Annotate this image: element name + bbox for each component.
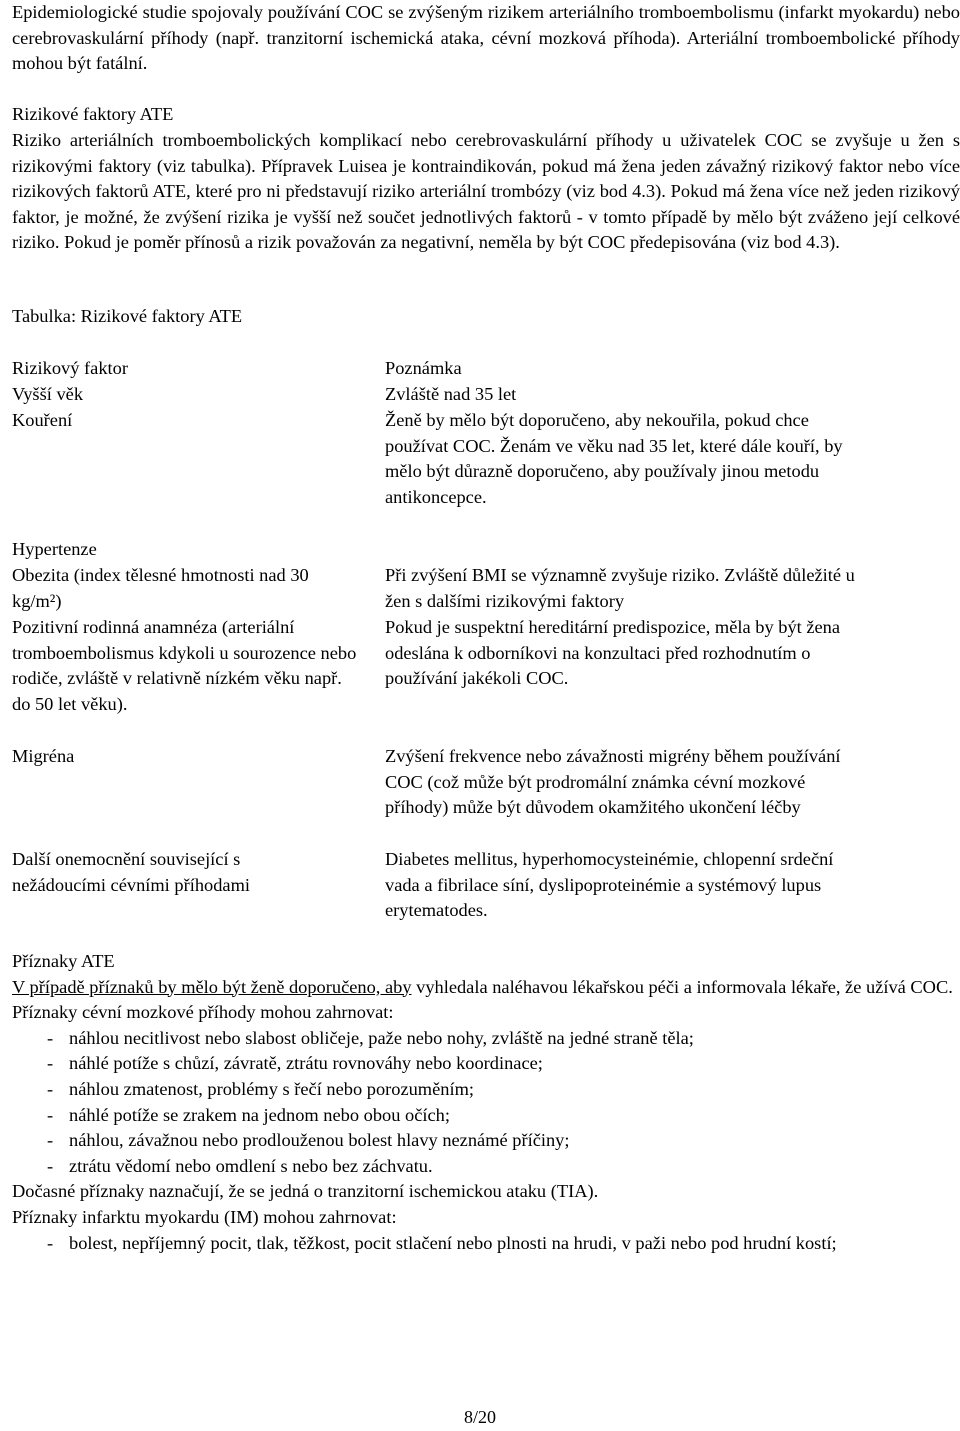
page-number: 8/20 [463,1407,496,1427]
table-cell-note: Při zvýšení BMI se významně zvyšuje riziko. Zvláště důležité u žen s dalšími rizikovými faktory [385,565,855,611]
table-cell-note: Zvýšení frekvence nebo závažnosti migrény během používání COC (což může být prodromální známka cévní mozkové příhody) může být důvodem okamžitého ukončení léčby [385,746,841,818]
table-cell-note: Ženě by mělo být doporučeno, aby nekouřila, pokud chce používat COC. Ženám ve věku nad 35 let, které dále kouří, by mělo být důrazně doporučeno, aby používaly jinou metodu antikoncepce. [385,410,843,507]
list-item: - náhlou, závažnou nebo prodlouženou bolest hlavy neznámé příčiny; [47,1130,570,1151]
symptoms-heading: Příznaky ATE [12,951,115,971]
list-item: - náhlé potíže s chůzí, závratě, ztrátu rovnováhy nebo koordinace; [47,1053,543,1074]
table-cell-note: Zvláště nad 35 let [385,384,517,404]
table-cell-factor: Migréna [12,746,75,766]
table-cell-factor: Další onemocnění související s nežádoucími cévními příhodami [12,849,250,895]
stroke-symptoms-intro: Příznaky cévní mozkové příhody mohou zahrnovat: [12,1002,394,1023]
table-title: Tabulka: Rizikové faktory ATE [12,306,243,326]
table-cell-factor: Hypertenze [12,539,97,559]
mi-symptoms-list [12,1231,960,1257]
list-item: - náhlou necitlivost nebo slabost obličeje, paže nebo nohy, zvláště na jedné straně těla; [47,1027,694,1048]
risk-factors-heading: Rizikové faktory ATE [12,104,174,124]
list-item: - náhlé potíže se zrakem na jednom nebo obou očích; [47,1104,450,1125]
table-header-note: Poznámka [385,358,462,378]
risk-factors-paragraph: Riziko arteriálních tromboembolických komplikací nebo cerebrovaskulární příhody u uživatelek COC se zvyšuje u žen s rizikovými faktory (viz tabulka). Přípravek Luisea je kontraindikován, pokud má žena jeden závažný rizikový faktor nebo více rizikových faktorů ATE, které pro ni představují riziko arteriální trombózy (viz bod 4.3). Pokud má žena více než jeden rizikový faktor, je možné, že zvýšení rizika je vyšší než součet jednotlivých faktorů - v tomto případě by mělo být zváženo její celkové riziko. Pokud je poměr přínosů a rizik považován za negativní, neměla by být COC předepisována (viz bod 4.3). [12,130,960,253]
table-header-factor: Rizikový faktor [12,358,128,378]
table-cell-factor: Pozitivní rodinná anamnéza (arteriální tromboembolismus kdykoli u sourozence nebo rodiče, zvláště v relativně nízkém věku např. do 50 let věku). [12,617,357,714]
symptoms-section [12,949,960,1256]
list-item: - ztrátu vědomí nebo omdlení s nebo bez záchvatu. [47,1155,433,1176]
tia-note: Dočasné příznaky naznačují, že se jedná o tranzitorní ischemickou ataku (TIA). [12,1181,599,1202]
list-item: - náhlou zmatenost, problémy s řečí nebo porozuměním; [47,1078,474,1099]
table-cell-note: Pokud je suspektní hereditární predispozice, měla by být žena odeslána k odborníkovi na konzultaci před rozhodnutím o používání jakékoli COC. [385,617,841,689]
stroke-symptoms-list [12,1026,960,1180]
table-cell-note: Diabetes mellitus, hyperhomocysteinémie, chlopenní srdeční vada a fibrilace síní, dyslipoproteinémie a systémový lupus erytematodes. [385,849,834,921]
list-item: - bolest, nepříjemný pocit, tlak, těžkost, pocit stlačení nebo plnosti na hrudi, v paži nebo pod hrudní kostí; [47,1232,837,1253]
table-cell-factor: Vyšší věk [12,384,84,404]
intro-paragraph: Epidemiologické studie spojovaly používání COC se zvýšeným rizikem arteriálního tromboembolismu (infarkt myokardu) nebo cerebrovaskulární příhody (např. tranzitorní ischemická ataka, cévní mozková příhoda). Arteriální tromboembolické příhody mohou být fatální. [12,2,960,74]
symptoms-advice-rest: vyhledala naléhavou lékařskou péči a informovala lékaře, že užívá COC. [411,976,953,997]
table-cell-factor: Kouření [12,410,73,430]
table-cell-factor: Obezita (index tělesné hmotnosti nad 30 kg/m²) [12,565,309,611]
symptoms-advice-underlined: V případě příznaků by mělo být ženě doporučeno, aby [12,976,412,997]
mi-symptoms-intro: Příznaky infarktu myokardu (IM) mohou zahrnovat: [12,1206,397,1227]
symptoms-advice [12,975,960,1001]
